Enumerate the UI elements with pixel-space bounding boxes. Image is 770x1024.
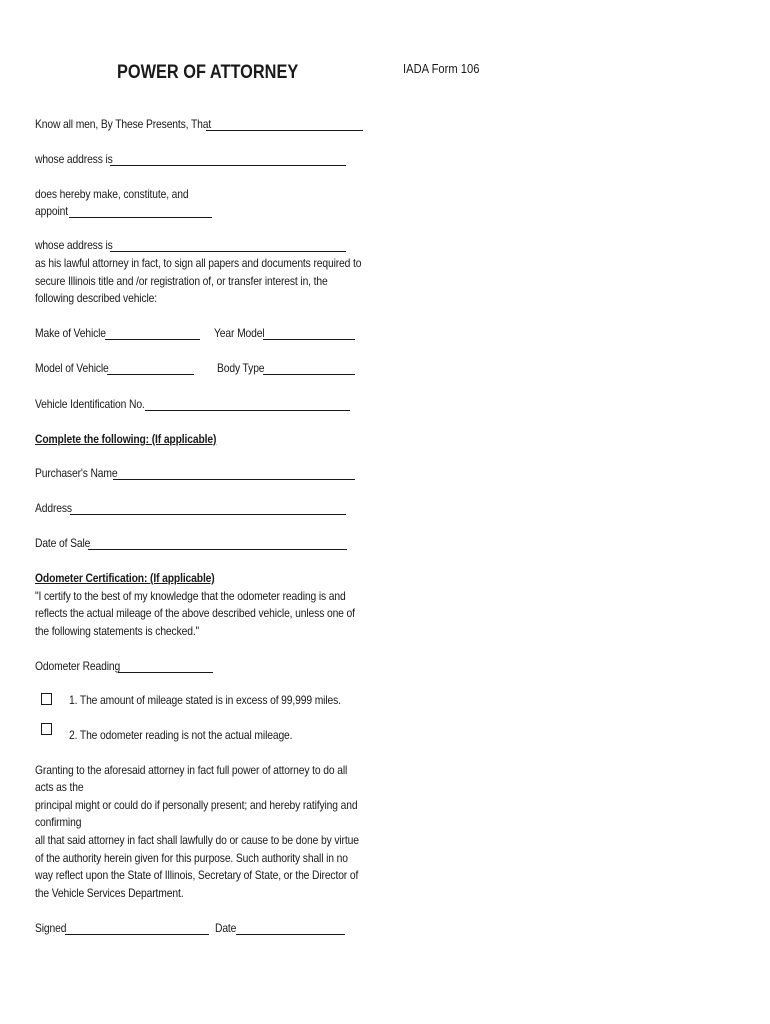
odometer-cert-line2: reflects the actual mileage of the above described vehicle, unless one of — [35, 606, 355, 620]
odometer-section-heading: Odometer Certification: (If applicable) — [35, 571, 215, 585]
year-model-label: Year Model — [214, 326, 265, 340]
form-number: IADA Form 106 — [403, 61, 480, 76]
signature-date-label: Date — [215, 921, 237, 935]
know-all-men-label: Know all men, By These Presents, That — [35, 117, 212, 131]
date-of-sale-label: Date of Sale — [35, 536, 91, 550]
odometer-reading-label: Odometer Reading — [35, 659, 121, 673]
body-type-field[interactable] — [263, 374, 355, 375]
appoint-label: appoint — [35, 204, 68, 218]
granting-line4: confirming — [35, 815, 82, 829]
make-of-vehicle-field[interactable] — [105, 339, 200, 340]
make-of-vehicle-label: Make of Vehicle — [35, 326, 106, 340]
signed-label: Signed — [35, 921, 67, 935]
model-of-vehicle-field[interactable] — [107, 374, 194, 375]
purchaser-address-label: Address — [35, 501, 72, 515]
model-of-vehicle-label: Model of Vehicle — [35, 361, 109, 375]
principal-address-label: whose address is — [35, 152, 113, 166]
excess-mileage-checkbox[interactable] — [41, 693, 52, 705]
body-type-label: Body Type — [217, 361, 265, 375]
attorney-address-label: whose address is — [35, 238, 113, 252]
purchasers-name-label: Purchaser's Name — [35, 466, 118, 480]
not-actual-mileage-checkbox[interactable] — [41, 723, 52, 735]
lawful-text-line3: following described vehicle: — [35, 291, 158, 305]
granting-line6: of the authority herein given for this purpose. Such authority shall in no — [35, 851, 348, 865]
purchaser-address-field[interactable] — [70, 514, 346, 515]
purchaser-section-heading: Complete the following: (If applicable) — [35, 432, 217, 446]
vin-field[interactable] — [145, 410, 350, 411]
granting-line7: way reflect upon the State of Illinois, Secretary of State, or the Director of — [35, 868, 359, 882]
principal-name-field[interactable] — [206, 130, 363, 131]
granting-line2: acts as the — [35, 780, 84, 794]
not-actual-mileage-label: 2. The odometer reading is not the actual mileage. — [69, 728, 293, 742]
granting-line5: all that said attorney in fact shall lawfully do or cause to be done by virtue — [35, 833, 359, 847]
odometer-cert-line3: the following statements is checked." — [35, 624, 200, 638]
lawful-text-line2: secure Illinois title and /or registration of, or transfer interest in, the — [35, 274, 328, 288]
principal-address-field[interactable] — [110, 165, 346, 166]
document-title: POWER OF ATTORNEY — [117, 62, 299, 83]
year-model-field[interactable] — [263, 339, 355, 340]
excess-mileage-label: 1. The amount of mileage stated is in excess of 99,999 miles. — [69, 693, 341, 707]
date-of-sale-field[interactable] — [88, 549, 347, 550]
vin-label: Vehicle Identification No. — [35, 397, 145, 411]
hereby-text-line1: does hereby make, constitute, and — [35, 187, 189, 201]
signature-field[interactable] — [65, 934, 209, 935]
attorney-address-field[interactable] — [110, 251, 346, 252]
odometer-reading-field[interactable] — [118, 672, 213, 673]
granting-line8: the Vehicle Services Department. — [35, 886, 184, 900]
purchasers-name-field[interactable] — [113, 479, 355, 480]
granting-line1: Granting to the aforesaid attorney in fact full power of attorney to do all — [35, 763, 348, 777]
attorney-name-field[interactable] — [69, 217, 212, 218]
granting-line3: principal might or could do if personally present; and hereby ratifying and — [35, 798, 358, 812]
signature-date-field[interactable] — [236, 934, 345, 935]
lawful-text-line1: as his lawful attorney in fact, to sign all papers and documents required to — [35, 256, 362, 270]
odometer-cert-line1: "I certify to the best of my knowledge that the odometer reading is and — [35, 589, 346, 603]
